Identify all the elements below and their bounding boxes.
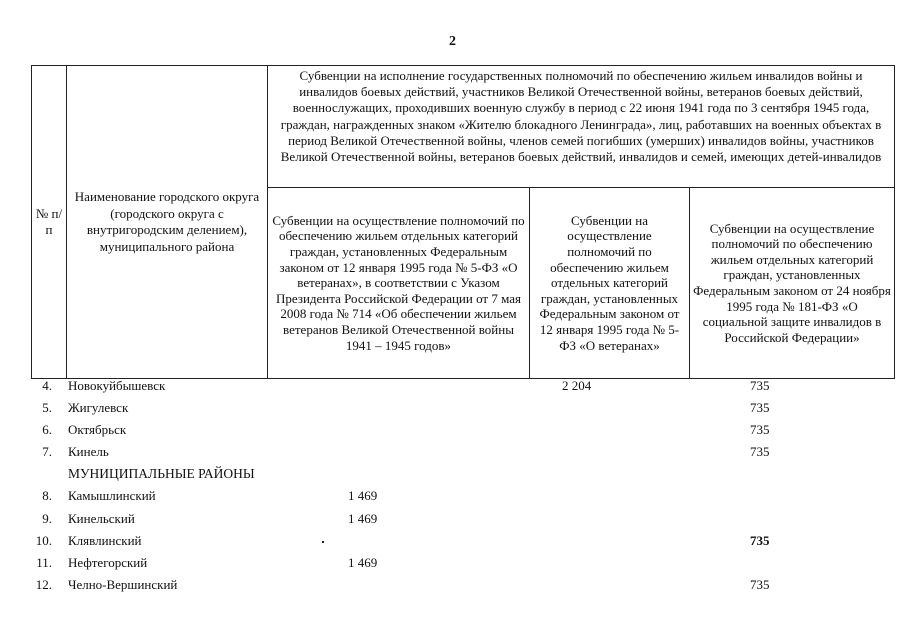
row-number: 5. [42, 400, 52, 416]
table-body [0, 375, 905, 596]
table-row [0, 552, 905, 574]
section-heading-row [0, 463, 905, 485]
row-name: Клявлинский [68, 532, 142, 548]
row-value-col-1: 1 469 [348, 488, 378, 504]
row-name: Кинель [68, 444, 109, 460]
row-value-col-3: 735 [750, 400, 770, 416]
row-number: 8. [42, 488, 52, 504]
row-name: Октябрьск [68, 422, 127, 438]
row-name: Камышлинский [68, 488, 156, 504]
header-name-col: Наименование городского округа (городского округа с внутригородским делением), муниципального района [67, 66, 268, 379]
table-row [0, 419, 905, 441]
table-row [0, 375, 905, 397]
row-value-col-1: 1 469 [348, 554, 378, 570]
row-value-col-3: 735 [750, 444, 770, 460]
row-name: Кинельский [68, 510, 135, 526]
row-value-col-3: 735 [750, 378, 770, 393]
table-row [0, 397, 905, 419]
row-number: 4. [42, 378, 52, 393]
table-row [0, 574, 905, 596]
header-subsidy-col-1: Субвенции на осуществление полномочий по обеспечению жильем отдельных категорий граждан, установленных Федеральным законом от 12 января 1995 года № 5-ФЗ «О ветеранах», в соответствии с Указом Президента Российской Федерации от 7 мая 2008 года № 714 «Об обеспечении жильем ветеранов Великой Отечественной войны 1941 – 1945 годов» [268, 188, 530, 379]
row-number: 6. [42, 422, 52, 438]
section-title: МУНИЦИПАЛЬНЫЕ РАЙОНЫ [68, 466, 255, 482]
table-header [31, 65, 895, 379]
row-name: Нефтегорский [68, 554, 148, 570]
row-number: 9. [42, 510, 52, 526]
row-value-col-3: 735 [750, 532, 770, 548]
row-value-col-3: 735 [750, 422, 770, 438]
row-value-col-1: 1 469 [348, 510, 378, 526]
page-number: 2 [449, 34, 456, 49]
row-number: 7. [42, 444, 52, 460]
row-value-col-2: 2 204 [562, 378, 592, 393]
row-number: 10. [35, 532, 52, 548]
header-number-col: № п/п [32, 66, 67, 379]
row-name: Жигулевск [68, 400, 129, 416]
header-subsidy-col-3: Субвенции на осуществление полномочий по обеспечению жильем отдельных категорий граждан, установленных Федеральным законом от 24 ноября 1995 года № 181-ФЗ «О социальной защите инвалидов в Российской Федерации» [690, 188, 895, 379]
scan-speck [322, 541, 324, 543]
header-group-title: Субвенции на исполнение государственных полномочий по обеспечению жильем инвалидов войны и инвалидов боевых действий, участников Великой Отечественной войны, ветеранов боевых действий, военнослужащих, проходивших военную службу в период с 22 июня 1941 года по 3 сентября 1945 года, граждан, награжденных знаком «Жителю блокадного Ленинграда», лиц, работавших на военных объектах в период Великой Отечественной войны, членов семей погибших (умерших) инвалидов войны, участников Великой Отечественной войны, ветеранов боевых действий, инвалидов и семей, имеющих детей-инвалидов [268, 66, 895, 188]
row-name: Новокуйбышевск [68, 378, 166, 393]
row-name: Челно-Вершинский [68, 576, 178, 592]
header-subsidy-col-2: Субвенции на осуществление полномочий по обеспечению жильем отдельных категорий граждан, установленных Федеральным законом от 12 января 1995 года № 5-ФЗ «О ветеранах» [530, 188, 690, 379]
row-value-col-3: 735 [750, 576, 770, 592]
table-row [0, 530, 905, 552]
table-row [0, 485, 905, 507]
table-row [0, 441, 905, 463]
row-number: 12. [35, 576, 52, 592]
row-number: 11. [36, 554, 52, 570]
table-row [0, 508, 905, 530]
